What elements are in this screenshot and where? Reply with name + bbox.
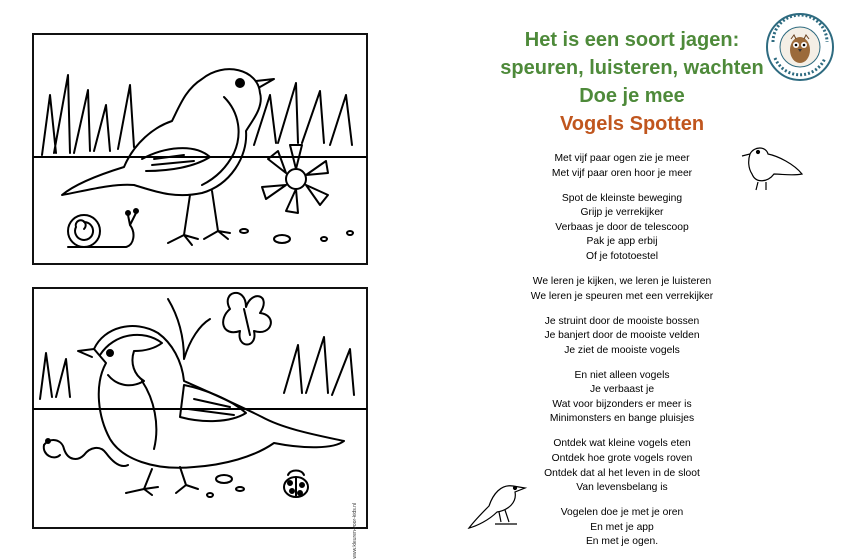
poem-line: Van levensbelang is (576, 482, 668, 494)
heading-line-2: speuren, luisteren, wachten (500, 57, 764, 79)
poem-line: En niet alleen vogels (574, 369, 670, 381)
poem-line: Vogelen doe je met je oren (560, 507, 684, 519)
poem-stanza (486, 315, 758, 359)
poem-line: We leren je kijken, we leren je luisteren (532, 275, 712, 287)
poem-line: Grijp je verrekijker (580, 207, 664, 219)
robin-drawing (34, 35, 366, 263)
poem-line: Ontdek dat al het leven in de sloot (544, 467, 700, 479)
poem (486, 152, 758, 560)
poem-line: Wat voor bijzonders er meer is (552, 398, 692, 410)
poem-line: Spot de kleinste beweging (561, 192, 683, 204)
poem-stanza (486, 506, 758, 550)
heading-line-1: Het is een soort jagen: (524, 29, 740, 51)
poem-line: Je struint door de mooiste bossen (544, 315, 700, 327)
coloring-panel-great-tit (32, 287, 368, 559)
poem-line: Met vijf paar ogen zie je meer (554, 153, 690, 164)
poem-line: Ontdek hoe grote vogels roven (551, 453, 693, 465)
great-tit-drawing (34, 289, 366, 527)
poem-stanza (486, 275, 758, 304)
poem-line: En met je ogen. (585, 536, 659, 548)
poem-stanza (486, 369, 758, 427)
poem-line: Ontdek wat kleine vogels eten (553, 438, 691, 450)
poem-line: We leren je speuren met een verrekijker (530, 290, 714, 302)
poem-line: Je banjert door de mooiste velden (544, 330, 700, 342)
poem-stanza (486, 192, 758, 265)
poem-stanza (486, 437, 758, 495)
poem-stanza (486, 152, 758, 181)
heading-line-3: Doe je mee (579, 85, 685, 107)
poem-line: Minimonsters en bange pluisjes (549, 413, 695, 425)
poem-line: Met vijf paar oren hoor je meer (551, 167, 693, 179)
poem-line: Verbaas je door de telescoop (555, 221, 689, 233)
page-title: Vogels Spotten (559, 113, 705, 135)
poem-line: En met je app (590, 521, 654, 533)
poem-line: Je verbaast je (589, 384, 655, 396)
poem-line: Pak je app erbij (586, 236, 658, 248)
credit-text: www.kleuren-voor-kids.nl (352, 503, 358, 559)
owl-logo (765, 12, 835, 82)
coloring-panel-robin (32, 33, 368, 265)
poem-line: Of je fototoestel (585, 250, 659, 262)
poem-line: Je ziet de mooiste vogels (564, 344, 680, 356)
